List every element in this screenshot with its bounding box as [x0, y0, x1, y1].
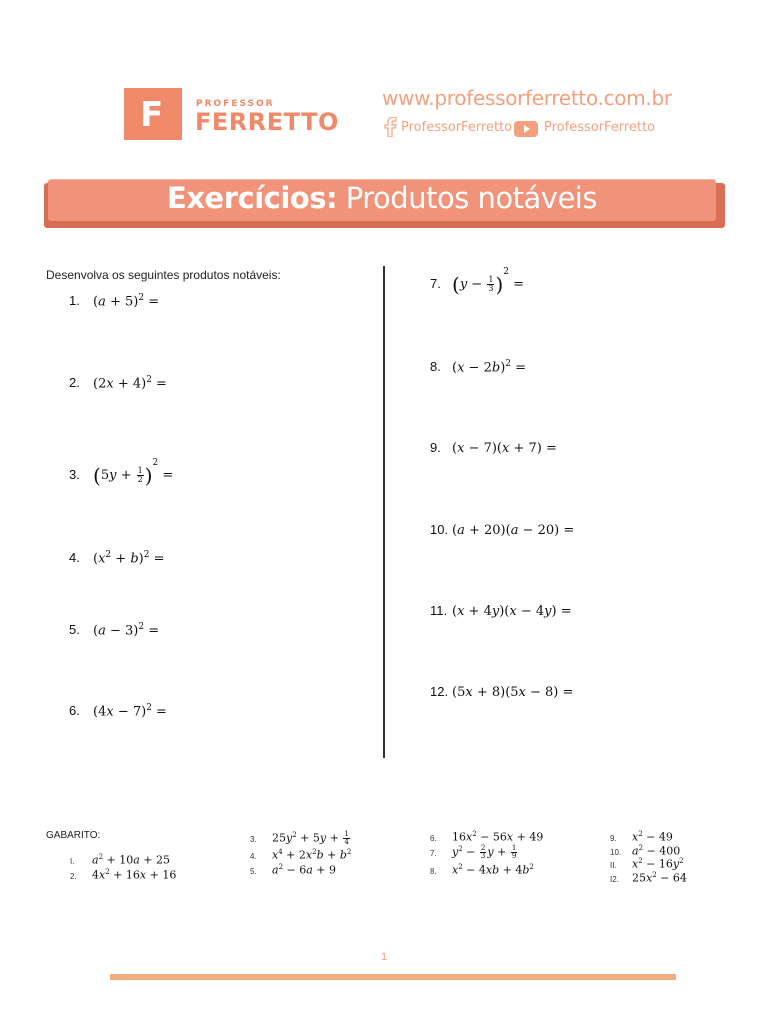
facebook-handle[interactable]: ProfessorFerretto	[401, 120, 513, 135]
answer-9: 9. $x^2 - 49$	[610, 830, 673, 844]
exercise-4: 4. $(x^2 + b)^2$ =	[69, 550, 165, 567]
answer-8: 8. $x^2 - 4xb + 4b^2$	[430, 863, 534, 877]
exercise-1: 1. $(a + 5)^2$ =	[69, 293, 160, 310]
footer-bar	[110, 974, 676, 980]
instruction-text: Desenvolva os seguintes produtos notáveis:	[46, 268, 281, 282]
exercise-7: 7. (y − $\frac{1}{3}$ )$^2$ =	[430, 267, 525, 297]
brand-professor: PROFESSOR	[196, 99, 275, 109]
exercise-6: 6. $(4x - 7)^2$ =	[69, 703, 167, 720]
facebook-icon	[384, 117, 398, 137]
answer-10: 10. $a^2 - 400$	[610, 844, 681, 858]
logo-mark	[124, 88, 182, 140]
exercise-8: 8. $(x - 2b)^2$ =	[430, 359, 527, 376]
exercise-9: 9. (x − 7)(x + 7) =	[430, 440, 557, 456]
exercise-10: 10. (a + 20)(a − 20) =	[430, 522, 575, 538]
answer-3: 3. $25y^2 + 5y$ + $\frac{1}{4}$	[250, 830, 349, 847]
website-link[interactable]: www.professorferretto.com.br	[382, 86, 672, 110]
brand-ferretto: FERRETTO	[195, 108, 339, 136]
title-bold: Exercícios:	[167, 181, 338, 215]
page-title	[48, 181, 716, 215]
exercise-5: 5. $(a - 3)^2$ =	[69, 622, 160, 639]
youtube-handle[interactable]: ProfessorFerretto	[544, 120, 656, 135]
column-divider	[383, 266, 385, 758]
page-number: 1	[380, 951, 388, 963]
title-rest: Produtos notáveis	[345, 181, 597, 215]
youtube-icon	[514, 121, 538, 137]
exercise-12: 12. (5x + 8)(5x − 8) =	[430, 684, 574, 700]
exercise-2: 2. $(2x + 4)^2$ =	[69, 375, 167, 392]
answer-2: 2. $4x^2 + 16x + 16$	[70, 868, 177, 882]
answer-12: I2. $25x^2 - 64$	[610, 871, 687, 885]
answer-6: 6. $16x^2 - 56x + 49$	[430, 830, 544, 844]
answers-title: GABARITO:	[46, 830, 101, 841]
answer-5: 5. $a^2 - 6a + 9$	[250, 863, 337, 877]
exercise-3: 3. (5y + $\frac{1}{2}$ )$^2$ =	[69, 458, 174, 488]
logo-letter: F	[140, 95, 164, 135]
answer-11: II. $x^2 - 16y^2$	[610, 857, 684, 871]
answer-1: I. $a^2 + 10a + 25$	[70, 853, 171, 867]
answer-4: 4. $x^4 + 2x^2b + b^2$	[250, 848, 352, 862]
exercise-11: 11. (x + 4y)(x − 4y) =	[430, 603, 572, 619]
answer-7: 7. $y^2$ − $\frac{2}{3}$ y + $\frac{1}{9}$	[430, 844, 517, 861]
